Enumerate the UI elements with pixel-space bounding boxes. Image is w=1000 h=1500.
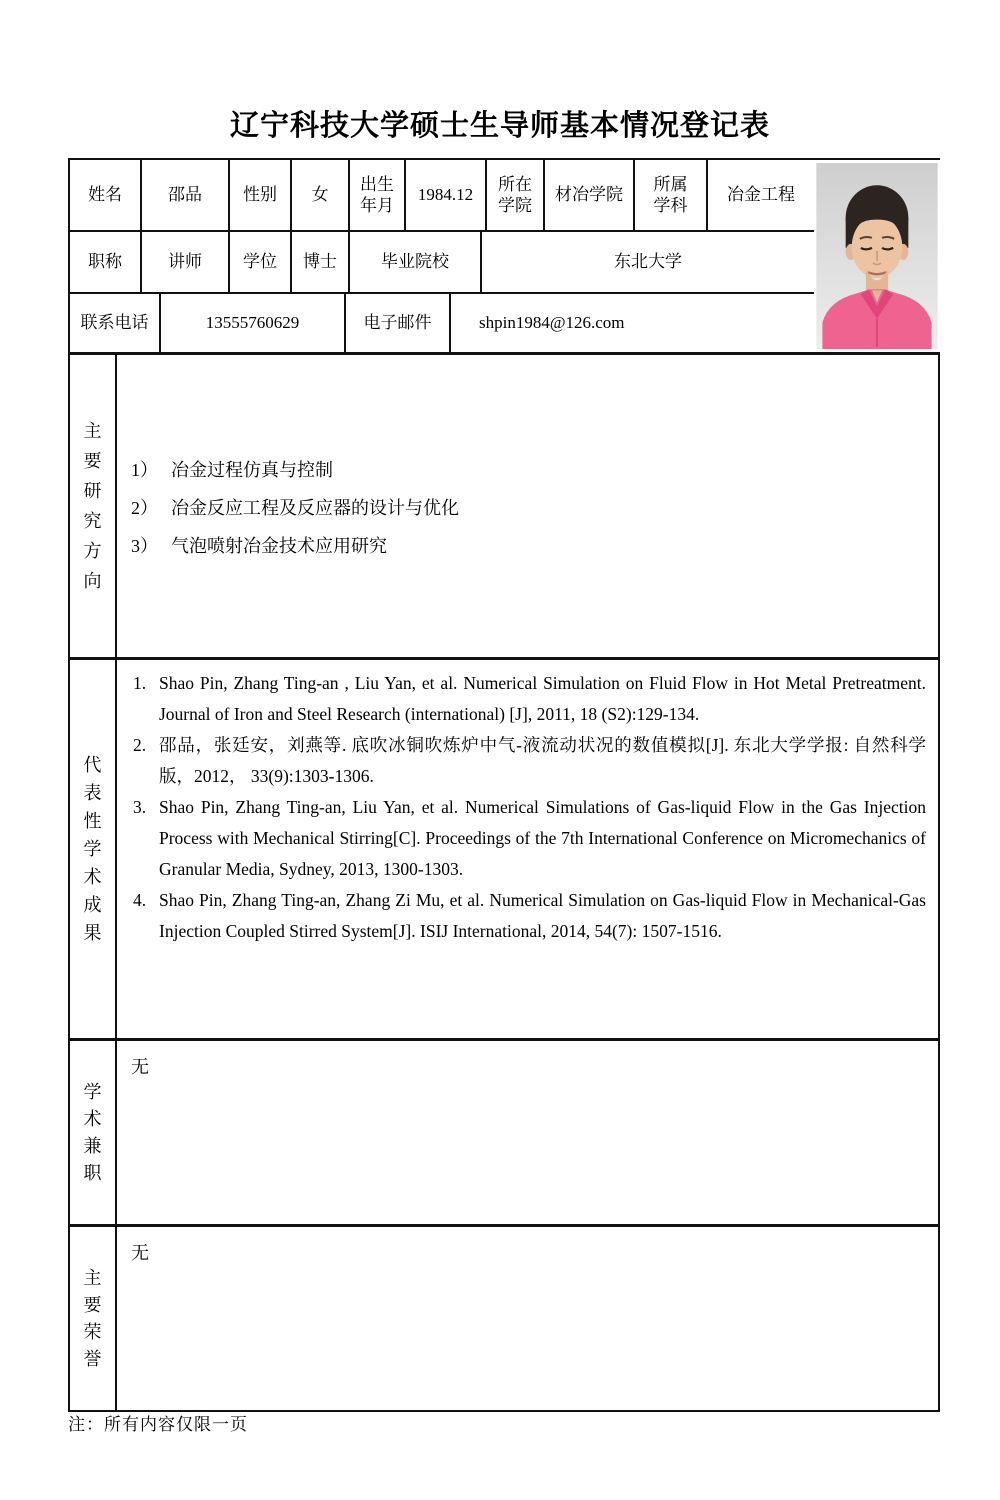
name-label: 姓名 — [88, 185, 122, 205]
research-item-text: 冶金过程仿真与控制 — [171, 460, 333, 480]
publication-number: 2. — [133, 735, 147, 755]
publication-item — [127, 885, 926, 947]
section-positions-content: 无 — [131, 1057, 149, 1077]
discipline-label-cell — [635, 160, 708, 230]
research-item — [131, 451, 924, 489]
research-item-number: 2） — [131, 498, 158, 518]
publication-number: 4. — [133, 890, 147, 910]
name-label-cell — [70, 160, 142, 230]
section-honors-label-cell — [70, 1227, 117, 1410]
college-label: 所在学院 — [498, 174, 532, 215]
email-value-cell — [451, 294, 814, 352]
research-item — [131, 489, 924, 527]
phone-label: 联系电话 — [80, 313, 149, 333]
title-value-cell — [142, 232, 230, 292]
publication-item — [127, 730, 926, 792]
photo-cell — [814, 160, 940, 352]
profile-photo — [816, 163, 938, 349]
gender-label: 性别 — [243, 185, 277, 205]
basic-info-block — [70, 160, 938, 355]
section-achievements-label: 代表性学术成果 — [83, 755, 102, 943]
discipline-label: 所属学科 — [653, 174, 688, 215]
discipline-value-cell — [708, 160, 814, 230]
section-positions-label-cell — [70, 1041, 117, 1224]
name-value-cell — [142, 160, 230, 230]
section-research-label-cell — [70, 355, 117, 657]
email-label: 电子邮件 — [363, 313, 432, 333]
title-value: 讲师 — [168, 252, 202, 272]
research-item — [131, 527, 924, 565]
research-item-text: 冶金反应工程及反应器的设计与优化 — [171, 498, 459, 518]
degree-label: 学位 — [243, 252, 277, 272]
email-label-cell — [346, 294, 451, 352]
basic-info-grid — [70, 160, 814, 352]
section-achievements — [70, 660, 938, 1041]
email-value: shpin1984@126.com — [479, 313, 625, 333]
section-research — [70, 355, 938, 660]
gender-value: 女 — [311, 185, 329, 205]
form-table — [68, 158, 940, 1412]
degree-label-cell — [230, 232, 292, 292]
phone-value-cell — [161, 294, 346, 352]
research-item-text: 气泡喷射冶金技术应用研究 — [171, 536, 387, 556]
college-label-cell — [487, 160, 545, 230]
section-research-label: 主要研究方向 — [83, 421, 102, 591]
gender-value-cell — [292, 160, 350, 230]
degree-value: 博士 — [303, 252, 337, 272]
name-value: 邵品 — [168, 185, 202, 205]
section-achievements-label-cell — [70, 660, 117, 1038]
school-label-cell — [350, 232, 482, 292]
title-label-cell — [70, 232, 142, 292]
research-item-number: 1） — [131, 460, 158, 480]
research-item-number: 3） — [131, 536, 158, 556]
phone-label-cell — [70, 294, 161, 352]
college-value: 材冶学院 — [555, 185, 623, 205]
table-row — [70, 160, 814, 232]
school-label: 毕业院校 — [381, 252, 449, 272]
section-honors-content: 无 — [131, 1243, 149, 1263]
publication-text: 邵品，张廷安，刘燕等. 底吹冰铜吹炼炉中气-液流动状况的数值模拟[J]. 东北大学学报: 自然科学版，2012， 33(9):1303-1306. — [159, 735, 926, 786]
discipline-value: 冶金工程 — [727, 185, 795, 205]
publication-number: 1. — [133, 673, 147, 693]
table-row — [70, 232, 814, 294]
title-label: 职称 — [88, 252, 122, 272]
section-research-content — [117, 355, 938, 657]
publication-text: Shao Pin, Zhang Ting-an , Liu Yan, et al. Numerical Simulation on Fluid Flow in Hot Metal Pretreatment. Journal of Iron and Steel Research (international) [J], 2011, 18 (S2):129-134. — [159, 673, 926, 724]
publication-text: Shao Pin, Zhang Ting-an, Liu Yan, et al. Numerical Simulations of Gas-liquid Flow in the Gas Injection Process with Mechanical Stirring[C]. Proceedings of the 7th International Conference on Micromechanics of Granular Media, Sydney, 2013, 1300-1303. — [159, 797, 926, 879]
gender-label-cell — [230, 160, 292, 230]
publication-number: 3. — [133, 797, 147, 817]
section-positions-label: 学术兼职 — [83, 1081, 102, 1183]
birth-label: 出生年月 — [360, 174, 394, 215]
birth-value: 1984.12 — [417, 185, 474, 205]
school-value: 东北大学 — [614, 252, 682, 272]
section-honors-label: 主要荣誉 — [83, 1267, 102, 1369]
publication-text: Shao Pin, Zhang Ting-an, Zhang Zi Mu, et al. Numerical Simulation on Gas-liquid Flow in Mechanical-Gas Injection Coupled Stirred System[J]. ISIJ International, 2014, 54(7): 1507-1516. — [159, 890, 926, 941]
publication-item — [127, 668, 926, 730]
publication-item — [127, 792, 926, 885]
school-value-cell — [482, 232, 814, 292]
degree-value-cell — [292, 232, 350, 292]
birth-label-cell — [350, 160, 406, 230]
section-positions — [70, 1041, 938, 1227]
college-value-cell — [545, 160, 635, 230]
section-honors — [70, 1227, 938, 1410]
phone-value: 13555760629 — [205, 313, 300, 333]
birth-value-cell — [406, 160, 487, 230]
section-achievements-content — [117, 660, 938, 1038]
footer-note: 注：所有内容仅限一页 — [68, 1415, 248, 1434]
page-title: 辽宁科技大学硕士生导师基本情况登记表 — [229, 110, 770, 142]
table-row — [70, 294, 814, 352]
